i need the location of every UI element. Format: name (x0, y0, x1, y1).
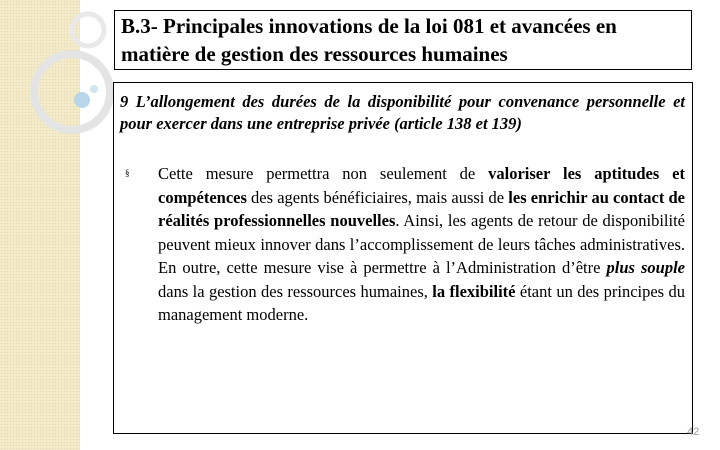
title-box (114, 10, 692, 70)
decorative-rings (0, 0, 130, 160)
bullet-bold-3: la flexibilité (432, 281, 516, 301)
section-heading: 9 L’allongement des durées de la disponibilité pour convenance personnelle et pour exercer dans une entreprise privée (article 138 et 139) (120, 92, 685, 133)
bullet-text-4: dans la gestion des ressources humaines, (158, 281, 433, 301)
bullet-text-3: . Ainsi, les agents de retour de disponibilité peuvent mieux innover dans l’accomplissement de leurs tâches administratives. En outre, cette mesure vise à permettre à l’Administration d’être (158, 211, 686, 277)
bullet-marker-icon: § (125, 168, 130, 178)
bullet-bold-italic-1: plus souple (606, 258, 685, 277)
bullet-paragraph (158, 162, 685, 327)
bullet-bold-1: valoriser les aptitudes et compétences (158, 164, 685, 207)
page-number: 42 (687, 426, 700, 438)
slide-title: B.3- Principales innovations de la loi 081 et avancées en matière de gestion des ressources humaines (121, 14, 617, 66)
bullet-item (120, 162, 685, 327)
bullet-text-2: des agents bénéficiaires, mais aussi de (246, 187, 509, 207)
bullet-text-1: Cette mesure permettra non seulement de (158, 164, 489, 183)
content-box (113, 82, 693, 434)
decorative-dot-blue (74, 92, 90, 108)
decorative-ring-large (34, 54, 110, 130)
decorative-ring-small (72, 14, 104, 46)
bullet-text-5: étant un des principes du management moderne. (158, 281, 685, 324)
decorative-dot-small (90, 85, 98, 93)
bullet-bold-2: les enrichir au contact de réalités professionnelles nouvelles (158, 187, 685, 230)
